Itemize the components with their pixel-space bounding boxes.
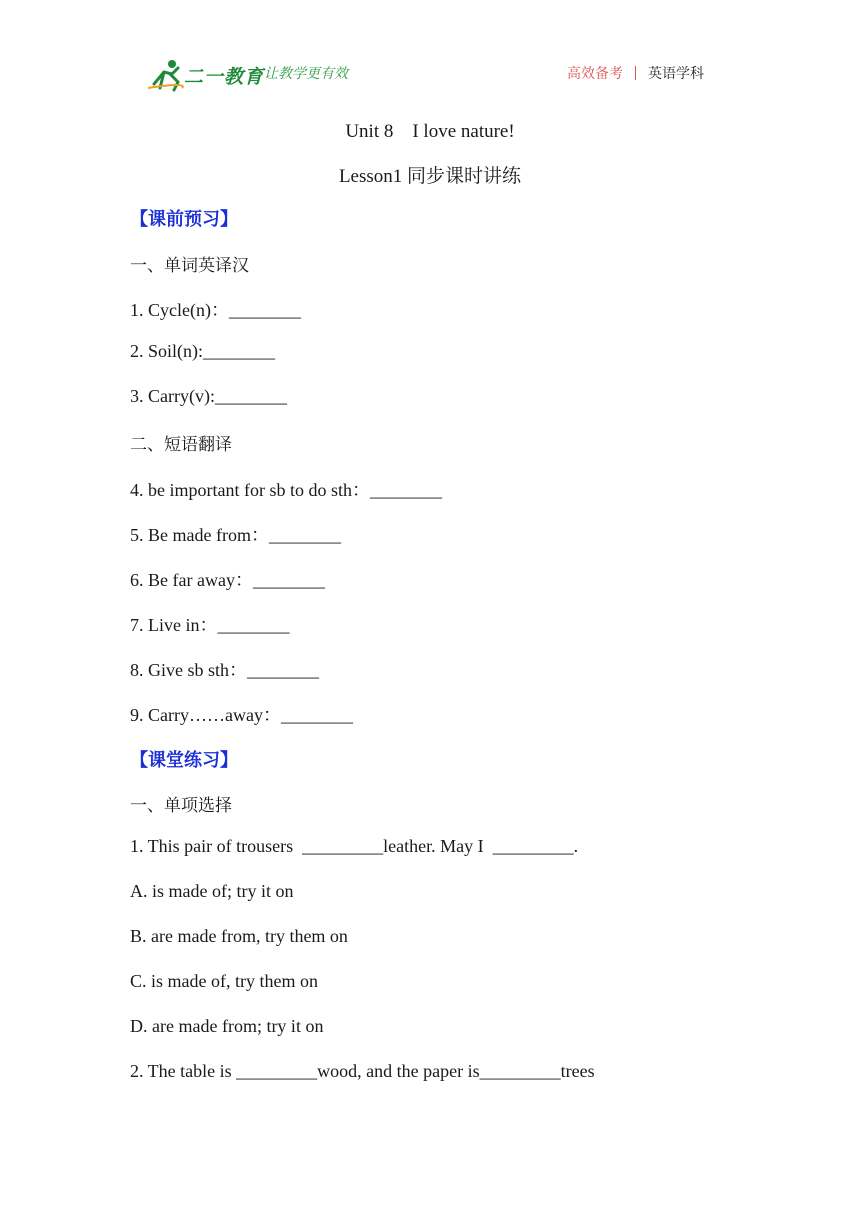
vocab-item: 1. Cycle(n)：________ xyxy=(130,300,301,320)
vocab-item: 2. Soil(n):________ xyxy=(130,341,276,361)
option-c: C. is made of, try them on xyxy=(130,971,318,991)
phrase-item: 6. Be far away：________ xyxy=(130,570,325,590)
phrase-item: 4. be important for sb to do sth：________ xyxy=(130,480,442,500)
header-divider xyxy=(635,66,636,80)
phrase-item: 9. Carry……away：________ xyxy=(130,705,353,725)
question-1: 1. This pair of trousers _________leather. May I _________. xyxy=(130,836,579,856)
header-tag-exam: 高效备考 xyxy=(567,66,623,82)
vocab-part-heading: 一、单词英译汉 xyxy=(130,256,249,276)
lesson-title: Lesson1 同步课时讲练 xyxy=(338,166,522,187)
header-slogan: 让教学更有效 xyxy=(264,66,348,82)
practice-heading: 【课堂练习】 xyxy=(130,750,238,771)
option-d: D. are made from; try it on xyxy=(130,1016,324,1036)
phrase-item: 5. Be made from：________ xyxy=(130,525,341,545)
header-tag-subject: 英语学科 xyxy=(648,66,704,82)
phrase-item: 8. Give sb sth：________ xyxy=(130,660,319,680)
choice-part-heading: 一、单项选择 xyxy=(130,796,232,816)
logo-text: 二一教育 xyxy=(184,66,265,88)
vocab-item: 3. Carry(v):________ xyxy=(130,386,287,406)
header-tags xyxy=(567,63,704,83)
page-header xyxy=(0,0,860,100)
option-a: A. is made of; try it on xyxy=(130,881,294,901)
unit-title: Unit 8 I love nature! xyxy=(345,121,515,142)
preview-heading: 【课前预习】 xyxy=(130,209,238,230)
question-2: 2. The table is _________wood, and the paper is_________trees xyxy=(130,1061,595,1081)
phrase-item: 7. Live in：________ xyxy=(130,615,290,635)
phrase-part-heading: 二、短语翻译 xyxy=(130,435,232,455)
option-b: B. are made from, try them on xyxy=(130,926,348,946)
